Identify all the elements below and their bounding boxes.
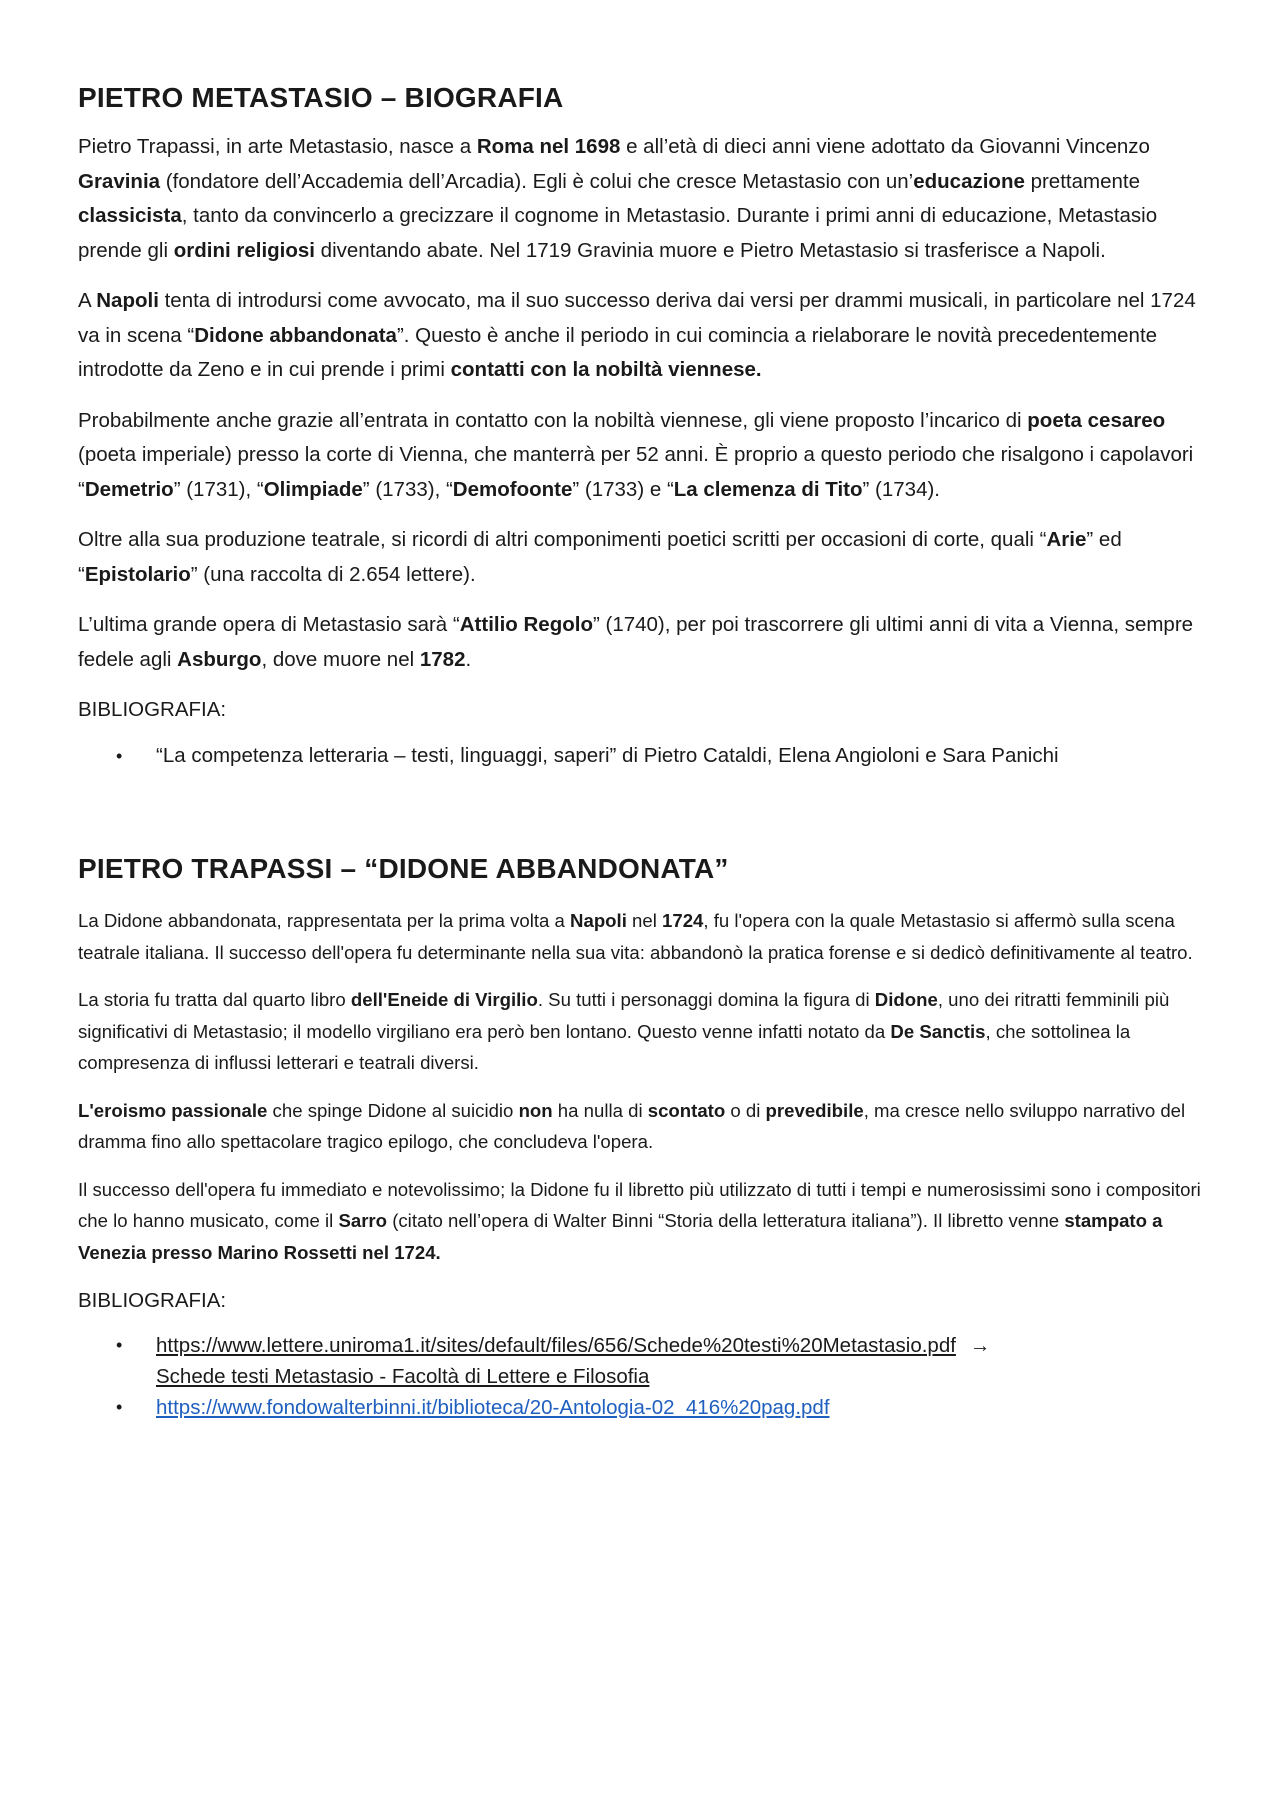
uniroma-link[interactable]: https://www.lettere.uniroma1.it/sites/default/files/656/Schede%20testi%20Metastasio.pdf bbox=[156, 1334, 956, 1357]
text-run: nel bbox=[626, 910, 663, 931]
bold-text: La clemenza di Tito bbox=[673, 477, 863, 501]
bold-text: dell'Eneide di Virgilio bbox=[350, 989, 538, 1010]
bold-text: L'eroismo passionale bbox=[78, 1099, 268, 1121]
text-run: Probabilmente anche grazie all’entrata in contatto con la nobiltà viennese, gli viene proposto l’incarico di bbox=[78, 408, 1028, 432]
text-run: ” ed “ bbox=[78, 528, 1122, 586]
text-run: ” (1740), per poi trascorrere gli ultimi anni di vita a Vienna, sempre fedele agli bbox=[78, 613, 1194, 671]
fondowalterbinni-link[interactable]: https://www.fondowalterbinni.it/biblioteca/20-Antologia-02_416%20pag.pdf bbox=[156, 1396, 830, 1419]
text-run: Oltre alla sua produzione teatrale, si ricordi di altri componimenti poetici scritti per occasioni di corte, quali “ bbox=[78, 528, 1047, 551]
paragraph bbox=[78, 984, 1202, 1079]
bold-text: poeta cesareo bbox=[1027, 408, 1166, 432]
bullet-icon: • bbox=[116, 746, 123, 766]
text-run: . Su tutti i personaggi domina la figura di bbox=[537, 989, 875, 1010]
text-run: (fondatore dell’Accademia dell’Arcadia). Egli è colui che cresce Metastasio con un’ bbox=[160, 169, 914, 193]
bullet-icon: • bbox=[116, 1335, 123, 1355]
bibliography-list bbox=[78, 739, 1202, 773]
bold-text: Olimpiade bbox=[263, 477, 363, 501]
text-run: ” (1731), “ bbox=[173, 477, 264, 501]
bold-text: De Sanctis bbox=[890, 1020, 986, 1042]
text-run: (citato nell’opera di Walter Binni “Storia della letteratura italiana”). Il libretto venne bbox=[387, 1210, 1065, 1231]
bold-text: 1782 bbox=[419, 647, 466, 671]
bold-text: Asburgo bbox=[177, 647, 262, 671]
paragraph bbox=[78, 404, 1202, 508]
bold-text: prevedibile bbox=[765, 1099, 864, 1121]
text-run: tenta di introdursi come avvocato, ma il suo successo deriva dai versi per drammi musicali, in particolare nel 1724 va in scena “ bbox=[78, 289, 1196, 347]
list-item bbox=[116, 1330, 1202, 1392]
text-run: A bbox=[78, 289, 97, 312]
paragraph bbox=[78, 1174, 1202, 1269]
text-run: L’ultima grande opera di Metastasio sarà “ bbox=[78, 613, 460, 636]
section-biografia bbox=[78, 82, 1202, 773]
text-run: ” (1734). bbox=[862, 477, 940, 501]
text-run: ” (una raccolta di 2.654 lettere). bbox=[190, 562, 476, 586]
text-run: . bbox=[465, 647, 472, 671]
bold-text: Gravinia bbox=[78, 169, 161, 193]
text-run: La Didone abbandonata, rappresentata per la prima volta a bbox=[78, 910, 571, 931]
bold-text: 1724 bbox=[662, 910, 704, 931]
bibliography-label: BIBLIOGRAFIA: bbox=[78, 1289, 227, 1312]
text-run: , tanto da convincerlo a grecizzare il cognome in Metastasio. Durante i primi anni di educazione, Metastasio prende gli bbox=[78, 204, 1158, 262]
paragraph bbox=[78, 1095, 1202, 1158]
section-title-biografia: PIETRO METASTASIO – BIOGRAFIA bbox=[78, 82, 564, 113]
bold-text: Arie bbox=[1046, 528, 1087, 551]
bullet-icon: • bbox=[116, 1397, 123, 1417]
bold-text: scontato bbox=[647, 1099, 726, 1121]
paragraph bbox=[78, 284, 1202, 388]
bold-text: Demetrio bbox=[84, 477, 174, 501]
list-item bbox=[116, 1392, 1202, 1423]
text-run: , dove muore nel bbox=[261, 647, 420, 671]
bold-text: classicista bbox=[78, 204, 182, 227]
bold-text: Didone abbandonata bbox=[194, 323, 397, 347]
section-title-didone: PIETRO TRAPASSI – “DIDONE ABBANDONATA” bbox=[78, 853, 729, 884]
text-run: Il successo dell'opera fu immediato e notevolissimo; la Didone fu il libretto più utilizzato di tutti i tempi e numerosissimi sono i compositori che lo hanno musicato, come il bbox=[78, 1178, 1201, 1231]
bold-text: Didone bbox=[874, 989, 938, 1010]
bold-text: non bbox=[518, 1099, 553, 1121]
text-run: ” (1733), “ bbox=[362, 477, 453, 501]
section-didone bbox=[78, 853, 1202, 1423]
text-run: diventando abate. Nel 1719 Gravinia muore e Pietro Metastasio si trasferisce a Napoli. bbox=[314, 238, 1106, 262]
paragraph bbox=[78, 905, 1202, 968]
text-run: (poeta imperiale) presso la corte di Vienna, che manterrà per 52 anni. È proprio a questo periodo che risalgono i capolavori “ bbox=[78, 443, 1194, 501]
paragraph bbox=[78, 130, 1202, 268]
bold-text: contatti con la nobiltà viennese. bbox=[450, 358, 762, 381]
bold-text: Napoli bbox=[570, 910, 627, 931]
text-run: , fu l'opera con la quale Metastasio si affermò sulla scena teatrale italiana. Il successo dell'opera fu determinante nella sua vita: abbandonò la pratica forense e si dedicò definitivamente al teatro. bbox=[78, 910, 1193, 963]
arrow-right-icon: → bbox=[969, 1334, 991, 1357]
bold-text: educazione bbox=[913, 169, 1025, 193]
text-run: ” (1733) e “ bbox=[572, 477, 674, 501]
bold-text: Demofoonte bbox=[452, 477, 573, 501]
bibliography-label: BIBLIOGRAFIA: bbox=[78, 698, 227, 721]
text-run: e all’età di dieci anni viene adottato da Giovanni Vincenzo bbox=[620, 135, 1150, 158]
text-run: Pietro Trapassi, in arte Metastasio, nasce a bbox=[78, 135, 477, 158]
bold-text: Sarro bbox=[338, 1210, 388, 1231]
bold-text: Epistolario bbox=[84, 562, 191, 586]
text-run: che spinge Didone al suicidio bbox=[267, 1099, 519, 1121]
text-run: o di bbox=[725, 1099, 766, 1121]
paragraph bbox=[78, 608, 1202, 677]
list-item bbox=[116, 739, 1202, 773]
text-run: ha nulla di bbox=[552, 1099, 648, 1121]
text-run: ”. Questo è anche il periodo in cui comincia a rielaborare le novità precedentemente introdotte da Zeno e in cui prende i primi bbox=[78, 323, 1158, 381]
text-run: prettamente bbox=[1024, 169, 1140, 193]
paragraph bbox=[78, 523, 1202, 592]
bold-text: Napoli bbox=[96, 289, 159, 312]
bibliography-entry: “La competenza letteraria – testi, linguaggi, saperi” di Pietro Cataldi, Elena Angioloni e Sara Panichi bbox=[156, 744, 1059, 767]
text-run: , che sottolinea la compresenza di influssi letterari e teatrali diversi. bbox=[78, 1020, 1131, 1073]
text-run: , uno dei ritratti femminili più significativi di Metastasio; il modello virgiliano era però ben lontano. Questo venne infatti notato da bbox=[78, 989, 1170, 1042]
text-run: , ma cresce nello sviluppo narrativo del dramma fino allo spettacolare tragico epilogo, che concludeva l'opera. bbox=[78, 1099, 1186, 1152]
bibliography-list bbox=[78, 1330, 1202, 1423]
bold-text: ordini religiosi bbox=[173, 238, 315, 262]
text-run: La storia fu tratta dal quarto libro bbox=[78, 989, 351, 1010]
bold-text: Roma nel 1698 bbox=[476, 135, 621, 158]
bold-text: Attilio Regolo bbox=[459, 613, 593, 636]
uniroma-link-title[interactable]: Schede testi Metastasio - Facoltà di Lettere e Filosofia bbox=[156, 1365, 650, 1388]
bold-text: stampato a Venezia presso Marino Rossetti nel 1724. bbox=[78, 1210, 1163, 1263]
